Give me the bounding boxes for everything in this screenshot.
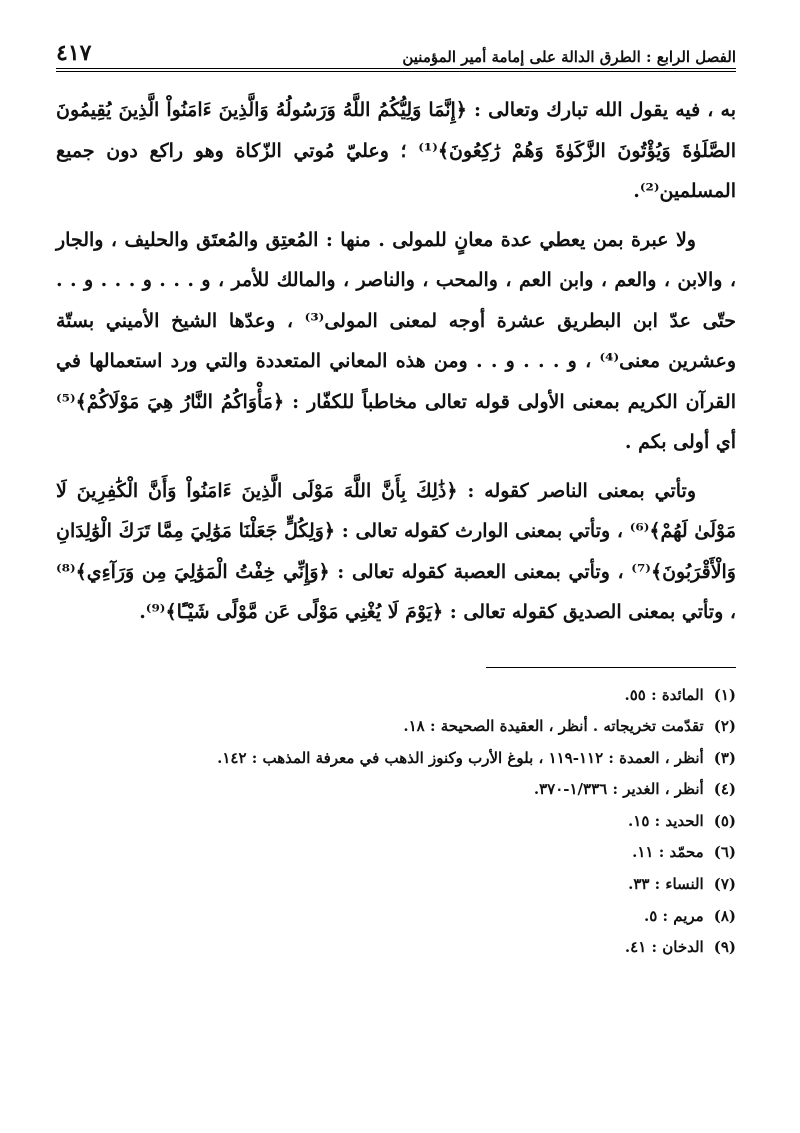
footnote-number: (٥) <box>713 811 736 830</box>
footnote-text: المائدة : ٥٥. <box>624 685 704 704</box>
footnote-item <box>56 806 736 838</box>
running-title: الفصل الرابع : الطرق الدالة على إمامة أمير المؤمنين <box>402 48 736 66</box>
footnote-separator <box>486 667 736 668</box>
footnote-item <box>56 869 736 901</box>
footnote-text: النساء : ٣٣. <box>628 875 704 894</box>
footnote-item <box>56 774 736 806</box>
footnote-number: (٩) <box>713 938 736 957</box>
footnote-number: (٦) <box>713 843 736 862</box>
footnote-text: أنظر ، الغدير : ١/٣٣٦-٣٧٠. <box>533 780 704 799</box>
footnote-number: (٧) <box>713 875 736 894</box>
footnote-number: (١) <box>713 685 736 704</box>
footnotes-list <box>56 680 736 964</box>
footnote-number: (٨) <box>713 906 736 925</box>
footnote-item <box>56 680 736 712</box>
footnote-text: الحديد : ١٥. <box>628 811 704 830</box>
footnote-number: (٣) <box>713 748 736 767</box>
footnote-text: مريم : ٥. <box>643 906 704 925</box>
footnote-text: أنظر ، العمدة : ١١٢-١١٩ ، بلوغ الأرب وكنوز الذهب في معرفة المذهب : ١٤٢. <box>217 748 704 767</box>
paragraph-2: ولا عبرة بمن يعطي عدة معانٍ للمولى . منها : المُعتِق والمُعتَق والحليف ، والجار ، والابن ، والعم ، وابن العم ، والمحب ، والناصر ، والمالك للأمر ، و . . . و . . . و . . حتّى عدّ ابن البطريق عشرة أوجه لمعنى المولى⁽³⁾ ، وعدّها الشيخ الأميني بستّة وعشرين معنى⁽⁴⁾ ، و . . . و . . ومن هذه المعاني المتعددة والتي ورد استعمالها في القرآن الكريم بمعنى الأولى قوله تعالى مخاطباً للكفّار : ﴿مَأْوَاكُمُ النَّارُ هِيَ مَوْلَاكُمْ﴾⁽⁵⁾ أي أولى بكم . <box>56 228 736 453</box>
footnote-item <box>56 837 736 869</box>
footnote-item <box>56 901 736 933</box>
page-header <box>56 30 736 66</box>
body-text <box>56 90 736 633</box>
paragraph-1: به ، فيه يقول الله تبارك وتعالى : ﴿إِنَّمَا وَلِيُّكُمُ اللَّهُ وَرَسُولُهُ وَالَّذِينَ ءَامَنُواْ الَّذِينَ يُقِيمُونَ الصَّلَوٰةَ وَيُؤْتُونَ الزَّكَوٰةَ وَهُمْ رَٰكِعُونَ﴾⁽¹⁾ ؛ وعليّ مُوتي الزّكاة وهو راكع دون جميع المسلمين⁽²⁾. <box>56 99 736 202</box>
page-number: ٤١٧ <box>56 40 92 66</box>
footnote-item <box>56 932 736 964</box>
footnote-item <box>56 711 736 743</box>
header-rule <box>56 68 736 72</box>
footnote-number: (٢) <box>713 717 736 736</box>
paragraph-3: وتأتي بمعنى الناصر كقوله : ﴿ذَٰلِكَ بِأَنَّ اللَّهَ مَوْلَى الَّذِينَ ءَامَنُواْ وَأَنَّ الْكَٰفِرِينَ لَا مَوْلَىٰ لَهُمْ﴾⁽⁶⁾ ، وتأتي بمعنى الوارث كقوله تعالى : ﴿وَلِكُلٍّ جَعَلْنَا مَوَٰلِيَ مِمَّا تَرَكَ الْوَٰلِدَانِ وَالْأَقْرَبُونَ﴾⁽⁷⁾ ، وتأتي بمعنى العصبة كقوله تعالى : ﴿وَإِنِّي خِفْتُ الْمَوَٰلِيَ مِن وَرَآءِي﴾⁽⁸⁾ ، وتأتي بمعنى الصديق كقوله تعالى : ﴿يَوْمَ لَا يُغْنِي مَوْلًى عَن مَّوْلًى شَيْـًٔا﴾⁽⁹⁾. <box>56 479 737 623</box>
footnote-text: محمّد : ١١. <box>632 843 704 862</box>
footnote-number: (٤) <box>713 780 736 799</box>
footnote-text: الدخان : ٤١. <box>624 938 704 957</box>
book-page <box>56 30 736 1110</box>
footnote-text: تقدّمت تخريجاته . أنظر ، العقيدة الصحيحة : ١٨. <box>403 717 704 736</box>
footnote-item <box>56 743 736 775</box>
